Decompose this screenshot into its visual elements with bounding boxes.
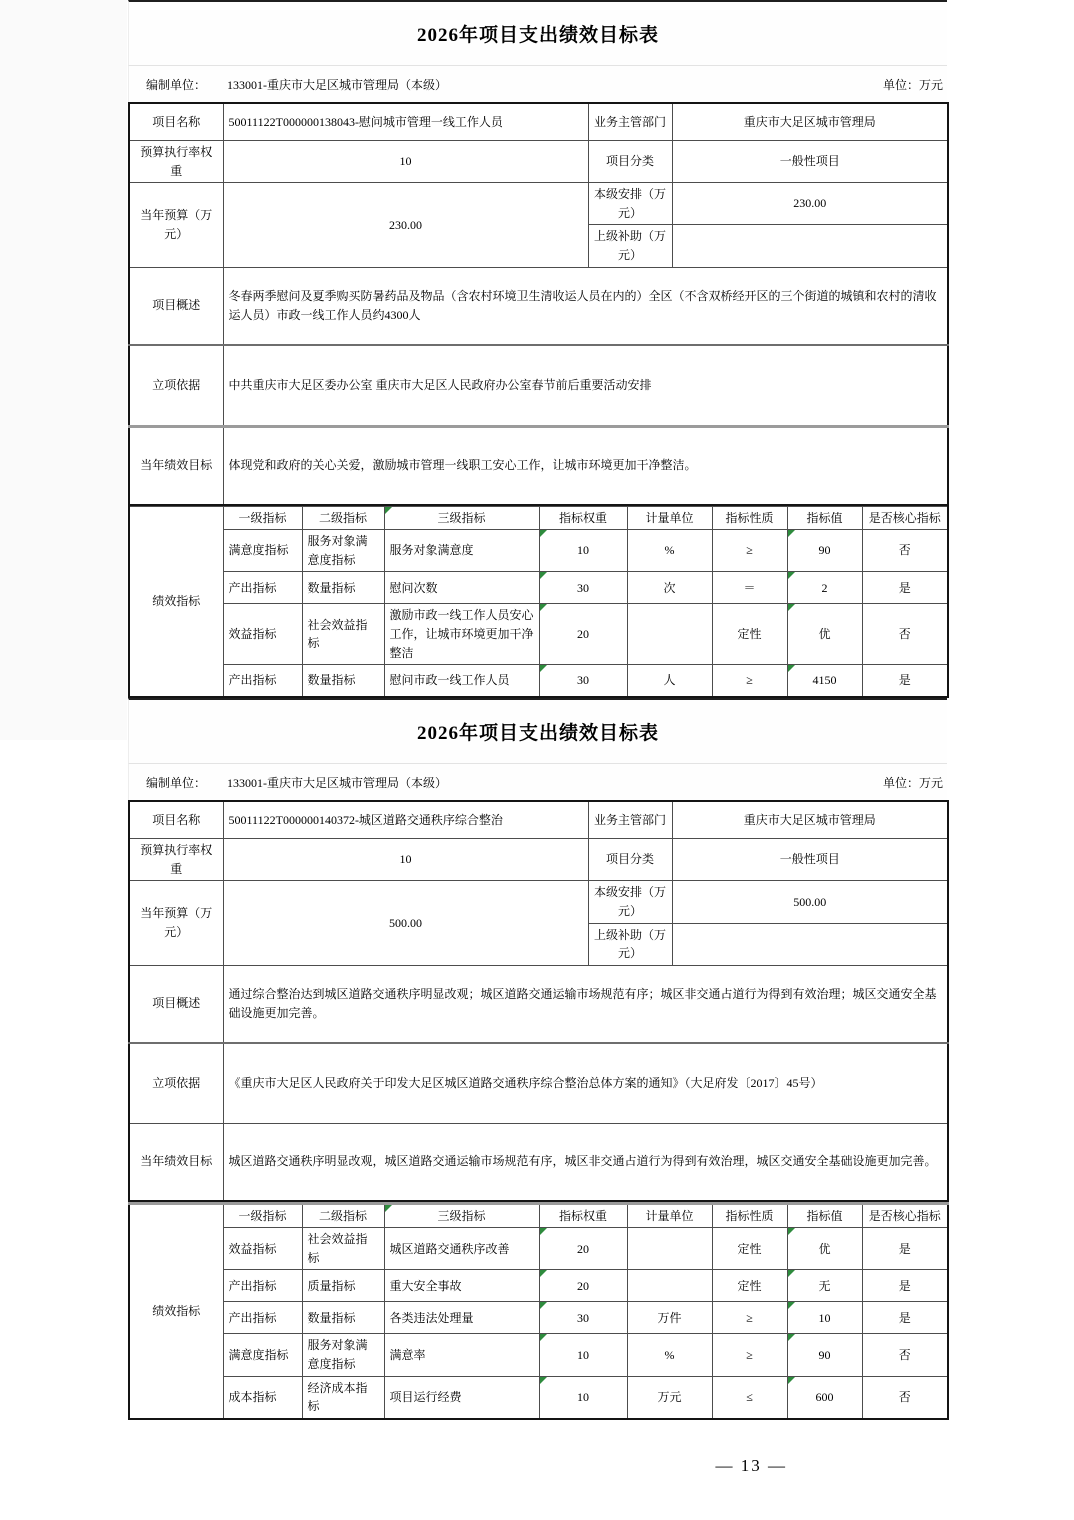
indicator-cell: 效益指标 <box>223 604 302 665</box>
col-header: 指标性质 <box>712 506 787 530</box>
exec-rate-value: 10 <box>223 839 588 881</box>
table-row <box>129 839 948 881</box>
indicator-cell: 90 <box>787 530 862 572</box>
indicator-row <box>129 1376 948 1419</box>
indicator-cell: 20 <box>539 1270 627 1302</box>
indicator-cell: 产出指标 <box>223 572 302 604</box>
col-header: 一级指标 <box>223 506 302 530</box>
indicator-row <box>129 665 948 698</box>
indicator-cell: 人 <box>627 665 712 698</box>
prepared-by-label: 编制单位： <box>145 775 206 790</box>
table-row <box>129 141 948 183</box>
prepared-by-value: 133001-重庆市大足区城市管理局（本级） <box>227 77 447 92</box>
unit-label: 单位：万元 <box>882 775 943 790</box>
dept-value: 重庆市大足区城市管理局 <box>672 103 948 141</box>
table-row <box>129 881 948 923</box>
local-arrangement-label: 本级安排（万元） <box>588 183 672 225</box>
basis-text: 中共重庆市大足区委办公室 重庆市大足区人民政府办公室春节前后重要活动安排 <box>223 345 948 427</box>
indicator-cell: 定性 <box>712 1270 787 1302</box>
indicator-row <box>129 530 948 572</box>
indicator-row <box>129 1302 948 1334</box>
indicator-header-row <box>129 1203 948 1228</box>
performance-table-section-1 <box>128 0 947 698</box>
indicator-row <box>129 604 948 665</box>
indicator-cell: ≥ <box>712 530 787 572</box>
dept-value: 重庆市大足区城市管理局 <box>672 801 948 839</box>
table-title-block <box>128 0 947 65</box>
page-number: — 13 — <box>715 1455 787 1475</box>
indicator-cell: 否 <box>862 530 948 572</box>
indicator-table <box>128 1202 949 1420</box>
indicator-cell: 产出指标 <box>223 665 302 698</box>
page-title: 2026年项目支出绩效目标表 <box>416 723 659 745</box>
indicator-cell: 优 <box>787 604 862 665</box>
indicator-row <box>129 1334 948 1376</box>
indicator-row <box>129 1228 948 1270</box>
indicator-cell: ≥ <box>712 665 787 698</box>
indicator-cell: 服务对象满意度 <box>384 530 539 572</box>
exec-rate-label: 预算执行率权重 <box>129 141 223 183</box>
indicator-cell: 服务对象满意度指标 <box>302 1334 384 1376</box>
indicator-cell: 定性 <box>712 604 787 665</box>
indicator-table <box>128 506 949 699</box>
indicator-cell: 20 <box>539 1228 627 1270</box>
indicator-cell: 质量指标 <box>302 1270 384 1302</box>
col-header: 三级指标 <box>384 1203 539 1228</box>
indicator-cell: 社会效益指标 <box>302 604 384 665</box>
overview-label: 项目概述 <box>129 965 223 1043</box>
col-header: 指标值 <box>787 1203 862 1228</box>
category-value: 一般性项目 <box>672 141 948 183</box>
overview-text: 通过综合整治达到城区道路交通秩序明显改观；城区道路交通运输市场规范有序；城区非交通占道行为得到有效治理；城区交通安全基础设施更加完善。 <box>223 965 948 1043</box>
indicator-cell: 是 <box>862 1270 948 1302</box>
col-header: 二级指标 <box>302 506 384 530</box>
indicator-cell: 10 <box>539 1334 627 1376</box>
indicator-cell: ＝ <box>712 572 787 604</box>
performance-table-section-2 <box>128 698 947 1420</box>
indicator-cell: 否 <box>862 1334 948 1376</box>
indicator-cell: 600 <box>787 1376 862 1419</box>
page-title: 2026年项目支出绩效目标表 <box>416 25 659 46</box>
col-header: 计量单位 <box>627 1203 712 1228</box>
col-header: 指标值 <box>787 506 862 530</box>
indicator-cell: 是 <box>862 572 948 604</box>
page-footer <box>128 1456 947 1476</box>
table-row <box>129 267 948 345</box>
page-left-margin <box>0 0 127 740</box>
indicator-cell: 定性 <box>712 1228 787 1270</box>
local-arrangement-label: 本级安排（万元） <box>588 881 672 923</box>
indicator-cell: 2 <box>787 572 862 604</box>
indicator-cell: 20 <box>539 604 627 665</box>
indicator-cell: 4150 <box>787 665 862 698</box>
indicator-cell <box>627 604 712 665</box>
goal-text: 体现党和政府的关心关爱，激励城市管理一线职工安心工作，让城市环境更加干净整洁。 <box>223 426 948 505</box>
indicator-cell: 各类违法处理量 <box>384 1302 539 1334</box>
exec-rate-value: 10 <box>223 141 588 183</box>
table-row <box>129 426 948 505</box>
table-row <box>129 345 948 427</box>
indicator-cell: 数量指标 <box>302 1302 384 1334</box>
indicator-cell: 10 <box>539 1376 627 1419</box>
col-header: 是否核心指标 <box>862 1203 948 1228</box>
superior-subsidy-value <box>672 225 948 267</box>
category-label: 项目分类 <box>588 839 672 881</box>
annual-budget-label: 当年预算（万元） <box>129 183 223 267</box>
indicator-cell: 30 <box>539 572 627 604</box>
indicator-cell: 社会效益指标 <box>302 1228 384 1270</box>
indicator-cell: 慰问次数 <box>384 572 539 604</box>
exec-rate-label: 预算执行率权重 <box>129 839 223 881</box>
col-header: 计量单位 <box>627 506 712 530</box>
indicator-header-row <box>129 506 948 530</box>
superior-subsidy-label: 上级补助（万元） <box>588 225 672 267</box>
goal-label: 当年绩效目标 <box>129 426 223 505</box>
indicator-cell: 数量指标 <box>302 572 384 604</box>
indicator-cell: 成本指标 <box>223 1376 302 1419</box>
meta-row <box>128 65 947 102</box>
col-header: 指标权重 <box>539 506 627 530</box>
indicator-cell: 重大安全事故 <box>384 1270 539 1302</box>
basis-label: 立项依据 <box>129 345 223 427</box>
indicator-cell: % <box>627 1334 712 1376</box>
indicator-cell: 10 <box>539 530 627 572</box>
indicator-cell: 慰问市政一线工作人员 <box>384 665 539 698</box>
indicator-cell: 经济成本指标 <box>302 1376 384 1419</box>
indicator-cell: 是 <box>862 1302 948 1334</box>
superior-subsidy-label: 上级补助（万元） <box>588 923 672 965</box>
table-row <box>129 801 948 839</box>
annual-budget-label: 当年预算（万元） <box>129 881 223 965</box>
col-header: 指标权重 <box>539 1203 627 1228</box>
indicators-label: 绩效指标 <box>129 506 223 697</box>
project-name-value: 50011122T000000138043-慰问城市管理一线工作人员 <box>223 103 588 141</box>
indicator-cell: 数量指标 <box>302 665 384 698</box>
prepared-by-label: 编制单位： <box>145 77 206 92</box>
indicator-cell: 激励市政一线工作人员安心工作，让城市环境更加干净整洁 <box>384 604 539 665</box>
col-header: 三级指标 <box>384 506 539 530</box>
project-name-value: 50011122T000000140372-城区道路交通秩序综合整治 <box>223 801 588 839</box>
table-row <box>129 965 948 1043</box>
indicators-label: 绩效指标 <box>129 1203 223 1419</box>
table-row <box>129 1043 948 1124</box>
category-value: 一般性项目 <box>672 839 948 881</box>
indicator-cell: 产出指标 <box>223 1270 302 1302</box>
indicator-row <box>129 1270 948 1302</box>
indicator-cell: 服务对象满意度指标 <box>302 530 384 572</box>
indicator-cell <box>627 1228 712 1270</box>
project-name-label: 项目名称 <box>129 801 223 839</box>
indicator-cell: 否 <box>862 604 948 665</box>
goal-text: 城区道路交通秩序明显改观，城区道路交通运输市场规范有序，城区非交通占道行为得到有效治理，城区交通安全基础设施更加完善。 <box>223 1123 948 1201</box>
col-header: 是否核心指标 <box>862 506 948 530</box>
indicator-cell: 效益指标 <box>223 1228 302 1270</box>
document-page <box>128 0 947 1476</box>
overview-label: 项目概述 <box>129 267 223 345</box>
indicator-cell: 30 <box>539 1302 627 1334</box>
table-row <box>129 183 948 225</box>
indicator-cell <box>627 1270 712 1302</box>
indicator-cell: ≥ <box>712 1334 787 1376</box>
goal-label: 当年绩效目标 <box>129 1123 223 1201</box>
indicator-cell: 10 <box>787 1302 862 1334</box>
overview-text: 冬春两季慰问及夏季购买防暑药品及物品（含农村环境卫生清收运人员在内的）全区（不含双桥经开区的三个街道的城镇和农村的清收运人员）市政一线工作人员约4300人 <box>223 267 948 345</box>
indicator-row <box>129 572 948 604</box>
indicator-cell: 项目运行经费 <box>384 1376 539 1419</box>
indicator-cell: 30 <box>539 665 627 698</box>
annual-budget-value: 500.00 <box>223 881 588 965</box>
indicator-cell: ≥ <box>712 1302 787 1334</box>
project-info-table <box>128 800 949 1202</box>
indicator-cell: % <box>627 530 712 572</box>
indicator-cell: 优 <box>787 1228 862 1270</box>
basis-label: 立项依据 <box>129 1043 223 1124</box>
annual-budget-value: 230.00 <box>223 183 588 267</box>
indicator-cell: 满意度指标 <box>223 1334 302 1376</box>
prepared-by-value: 133001-重庆市大足区城市管理局（本级） <box>227 775 447 790</box>
indicator-cell: 否 <box>862 1376 948 1419</box>
superior-subsidy-value <box>672 923 948 965</box>
indicator-cell: 90 <box>787 1334 862 1376</box>
table-row <box>129 1123 948 1201</box>
col-header: 指标性质 <box>712 1203 787 1228</box>
indicator-cell: 满意度指标 <box>223 530 302 572</box>
unit-label: 单位：万元 <box>882 77 943 92</box>
col-header: 一级指标 <box>223 1203 302 1228</box>
indicator-cell: 万件 <box>627 1302 712 1334</box>
indicator-cell: 产出指标 <box>223 1302 302 1334</box>
local-arrangement-value: 500.00 <box>672 881 948 923</box>
indicator-cell: 满意率 <box>384 1334 539 1376</box>
category-label: 项目分类 <box>588 141 672 183</box>
basis-text: 《重庆市大足区人民政府关于印发大足区城区道路交通秩序综合整治总体方案的通知》（大足府发〔2017〕45号） <box>223 1043 948 1124</box>
dept-label: 业务主管部门 <box>588 103 672 141</box>
meta-row <box>128 763 947 800</box>
indicator-cell: ≤ <box>712 1376 787 1419</box>
project-info-table <box>128 102 949 506</box>
dept-label: 业务主管部门 <box>588 801 672 839</box>
project-name-label: 项目名称 <box>129 103 223 141</box>
indicator-cell: 是 <box>862 1228 948 1270</box>
indicator-cell: 无 <box>787 1270 862 1302</box>
indicator-cell: 次 <box>627 572 712 604</box>
table-title-block <box>128 698 947 763</box>
local-arrangement-value: 230.00 <box>672 183 948 225</box>
table-row <box>129 103 948 141</box>
indicator-cell: 城区道路交通秩序改善 <box>384 1228 539 1270</box>
indicator-cell: 万元 <box>627 1376 712 1419</box>
col-header: 二级指标 <box>302 1203 384 1228</box>
indicator-cell: 是 <box>862 665 948 698</box>
